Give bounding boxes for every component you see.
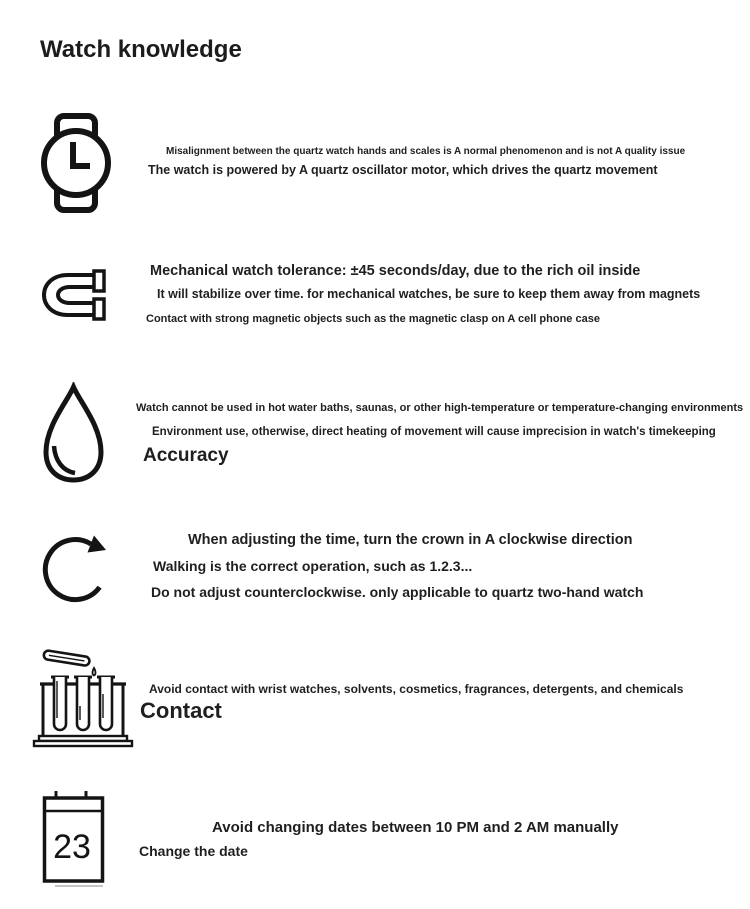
change-date-label: Change the date <box>139 843 248 859</box>
walking-operation-text: Walking is the correct operation, such as 1.2.3... <box>153 558 473 574</box>
page-title: Watch knowledge <box>40 36 242 63</box>
water-drop-icon <box>40 382 107 484</box>
quartz-misalignment-note: Misalignment between the quartz watch hands and scales is A normal phenomenon and is not A quality issue <box>166 146 686 157</box>
temperature-environment-text: Environment use, otherwise, direct heating of movement will cause imprecision in watch's timekeeping <box>152 426 716 438</box>
quartz-movement-text: The watch is powered by A quartz oscillator motor, which drives the quartz movement <box>148 163 658 177</box>
calendar-icon <box>42 790 105 884</box>
date-change-warning-text: Avoid changing dates between 10 PM and 2 AM manually <box>212 819 619 836</box>
magnet-contact-note: Contact with strong magnetic objects such as the magnetic clasp on A cell phone case <box>146 313 600 325</box>
magnet-icon <box>40 264 107 326</box>
crown-clockwise-text: When adjusting the time, turn the crown in A clockwise direction <box>188 532 633 548</box>
temperature-warning-note: Watch cannot be used in hot water baths, saunas, or other high-temperature or temperature-changing environments <box>136 402 744 414</box>
test-tubes-icon <box>30 648 136 748</box>
chemicals-warning-note: Avoid contact with wrist watches, solvents, cosmetics, fragrances, detergents, and chemicals <box>149 682 684 696</box>
calendar-day: 23 <box>53 828 91 866</box>
counterclockwise-warning-text: Do not adjust counterclockwise. only applicable to quartz two-hand watch <box>151 584 644 600</box>
contact-heading: Contact <box>140 698 222 723</box>
calendar-shadow <box>55 885 103 887</box>
magnet-stabilize-text: It will stabilize over time. for mechanical watches, be sure to keep them away from magnets <box>157 287 701 301</box>
clockwise-arrow-icon <box>42 524 112 608</box>
wristwatch-icon <box>37 113 115 213</box>
accuracy-heading: Accuracy <box>143 445 229 466</box>
magnet-tolerance-text: Mechanical watch tolerance: ±45 seconds/day, due to the rich oil inside <box>150 263 641 279</box>
